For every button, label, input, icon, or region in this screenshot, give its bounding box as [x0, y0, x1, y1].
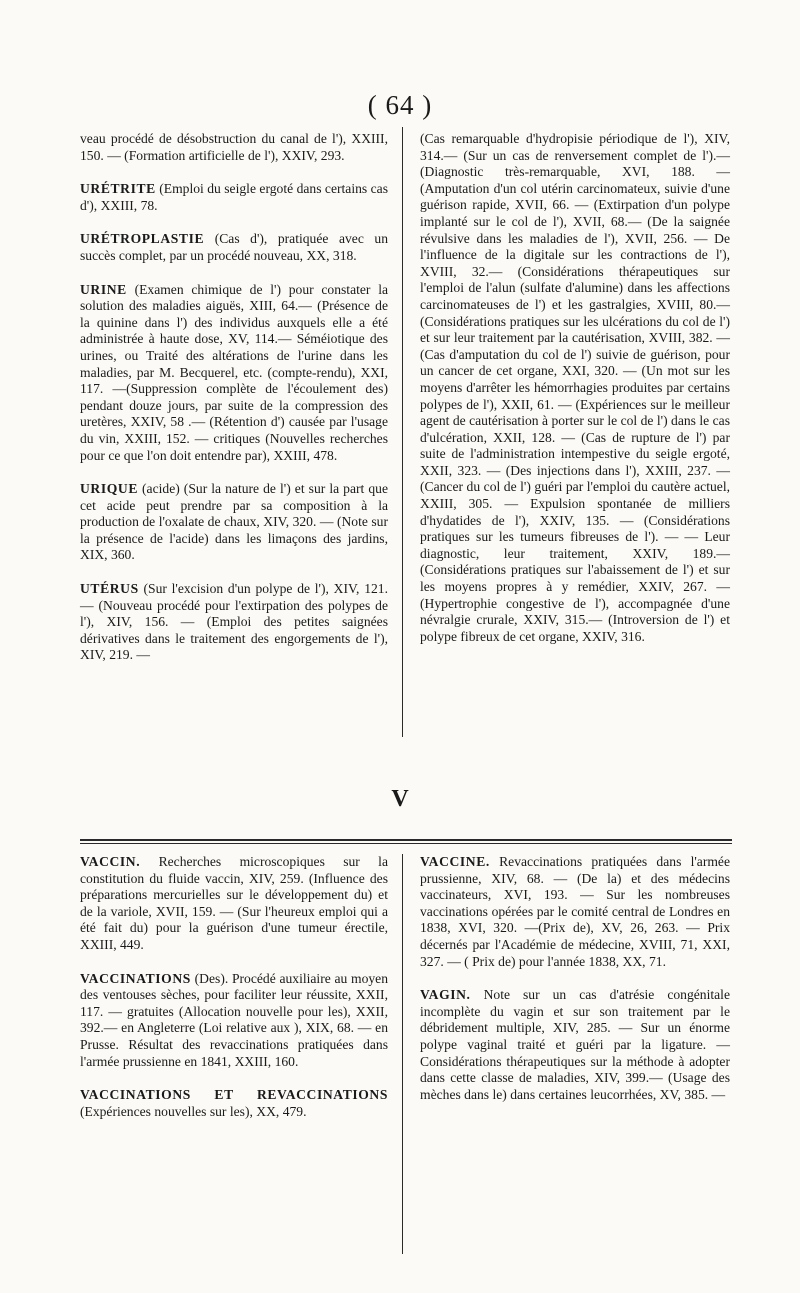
page-number: ( 64 )	[367, 90, 433, 120]
index-entry-vagin: VAGIN. Note sur un cas d'atrésie congénitale incomplète du vagin et sur son traitement par le débridement multiple, XIV, 285. — Sur un énorme polype vaginal traité et guéri par la ligature. — Considérations thérapeutiques sur la méthode à adopter dans cette classe de maladies, XIV, 399.— (Usage des mèches dans le) dans certaines leucorrhées, XV, 385. —	[420, 987, 730, 1102]
index-entry-vaccinations-revaccinations: VACCINATIONS ET REVACCINATIONS (Expériences nouvelles sur les), XX, 479.	[80, 1087, 388, 1119]
left-column-top	[80, 131, 388, 681]
index-entry-vaccine: VACCINE. Revaccinations pratiquées dans l'armée prussienne, XIV, 68. — (De la) et des médecins vaccinateurs, XVI, 193. — Sur les nombreuses vaccinations opérées par le comité central de Londres en 1838, XVI, 320. —(Prix de), XV, 26, 263. — Prix décernés par l'Académie de médecine, XVIII, 71, XXI, 327. — ( Prix de) pour l'année 1838, XX, 71.	[420, 854, 730, 969]
entry-headword: URIQUE	[80, 481, 138, 497]
column-divider-bottom	[402, 854, 403, 1254]
index-entry-uterus: UTÉRUS (Sur l'excision d'un polype de l'), XIV, 121.— (Nouveau procédé pour l'extirpation des polypes de l'), XIV, 156. — (Emploi des petites saignées dérivatives dans le traitement des engorgements de l'), XIV, 219. —	[80, 581, 388, 663]
entry-headword: VACCINATIONS	[80, 970, 191, 986]
right-column-top	[420, 131, 730, 662]
entry-headword: URÉTRITE	[80, 181, 156, 197]
index-entry-continuation: veau procédé de désobstruction du canal de l'), XXIII, 150. — (Formation artificielle de l'), XXIV, 293.	[80, 131, 388, 163]
entry-headword: VACCINE.	[420, 854, 490, 869]
entry-headword: URÉTROPLASTIE	[80, 231, 205, 247]
right-column-bottom	[420, 854, 730, 1120]
section-letter: V	[391, 786, 409, 812]
entry-headword: VAGIN.	[420, 987, 471, 1003]
entry-headword: UTÉRUS	[80, 581, 139, 597]
entry-headword: VACCIN.	[80, 854, 141, 869]
index-entry-uterus-continued: (Cas remarquable d'hydropisie périodique de l'), XIV, 314.— (Sur un cas de renversement complet de l').— (Diagnostic très-remarquable, XVI, 188. — (Amputation d'un col utérin carcinomateux, suivie d'une guérison rapide, XVII, 66. — (Extirpation d'un polype implanté sur le col de l'), XVII, 68.— (De la saignée révulsive dans les maladies de l'), XVII, 256. — De l'influence de la digitale sur les contractions de l'), XVIII, 32.— (Considérations thérapeutiques sur l'emploi de l'alun (sulfate d'alumine) dans les affections carcinomateuses de l') et les gastralgies, XVIII, 80.— (Considérations pratiques sur les ulcérations du col de l') et sur leur traitement par la cautérisation, XVIII, 382. — (Cas d'amputation du col de l') suivie de guérison, pour un cancer de cet organe, XXI, 320. — (Un mot sur les moyens d'arrêter les hémorrhagies produites par certains polypes de l'), XXII, 61. — (Expériences sur le meilleur agent de cautérisation à porter sur le col de l') dans le cas d'ulcération, XXII, 128. — (Cas de rupture de l') par suite de l'administration intempestive du seigle ergoté, XXII, 323. — (Des injections dans l'), XXIII, 237. — (Cancer du col de l') guéri par l'emploi du cautère actuel, XXIII, 305. — Expulsion spontanée de milliers d'hydatides de l'), XXIV, 135. — (Considérations pratiques sur les tumeurs fibreuses de l'). — — Leur diagnostic, leur traitement, XXIV, 189.— (Considérations pratiques sur l'abaissement de l') et sur les moyens propres à y remédier, XXIV, 267. — (Hypertrophie congestive de l'), accompagnée d'une névralgie crurale, XXIV, 315.— (Introversion de l') et polype fibreux de cet organe, XXIV, 316.	[420, 131, 730, 644]
section-rule-thick	[80, 839, 732, 841]
index-entry-urine: URINE (Examen chimique de l') pour constater la solution des maladies aiguës, XIII, 64.— (Présence de la quinine dans l') des individus auxquels elle a été administrée à haute dose, XV, 114.— Séméiotique des urines, ou Traité des altérations de l'urine dans les maladies, par M. Becquerel, etc. (compte-rendu), XXI, 117. —(Suppression complète de l'écoulement des) pendant douze jours, par suite de la compression des uretères, XXIV, 58 .— (Rétention d') causée par l'usage du vin, XXIII, 152. — critiques (Nouvelles recherches pour ce que l'on doit entendre par), XXIII, 478.	[80, 281, 389, 463]
entry-headword: VACCINATIONS ET REVACCINATIONS	[80, 1087, 388, 1103]
index-entry-vaccin: VACCIN. Recherches microscopiques sur la constitution du fluide vaccin, XIV, 259. (Influence des préparations mercurielles sur le développement du) et de la variole, XVII, 159. — (Sur l'heureux emploi qui a été fait du) pour la guérison d'une tumeur érectile, XXIII, 449.	[80, 854, 388, 952]
index-entry-uretroplastie: URÉTROPLASTIE (Cas d'), pratiquée avec un succès complet, par un procédé nouveau, XX, 318.	[80, 231, 388, 263]
index-entry-urique: URIQUE (acide) (Sur la nature de l') et sur la part que cet acide peut prendre par sa composition à la production de l'oxalate de chaux, XIV, 320. — (Note sur la présence de l'acide) dans les limaçons des jardins, XIX, 360.	[80, 481, 388, 563]
entry-headword: URINE	[80, 281, 127, 297]
column-divider-top	[402, 127, 403, 737]
index-entry-uretrite: URÉTRITE (Emploi du seigle ergoté dans certains cas d'), XXIII, 78.	[80, 181, 388, 213]
left-column-bottom	[80, 854, 388, 1137]
index-entry-vaccinations: VACCINATIONS (Des). Procédé auxiliaire au moyen des ventouses sèches, pour faciliter leur réussite, XXII, 117. — gratuites (Allocation nouvelle pour les), XXII, 392.— en Angleterre (Loi relative aux ), XIX, 68. — en Prusse. Résultat des revaccinations pratiquées dans l'armée prussienne en 1841, XXIII, 160.	[80, 970, 389, 1069]
section-rule-thin	[80, 843, 732, 844]
